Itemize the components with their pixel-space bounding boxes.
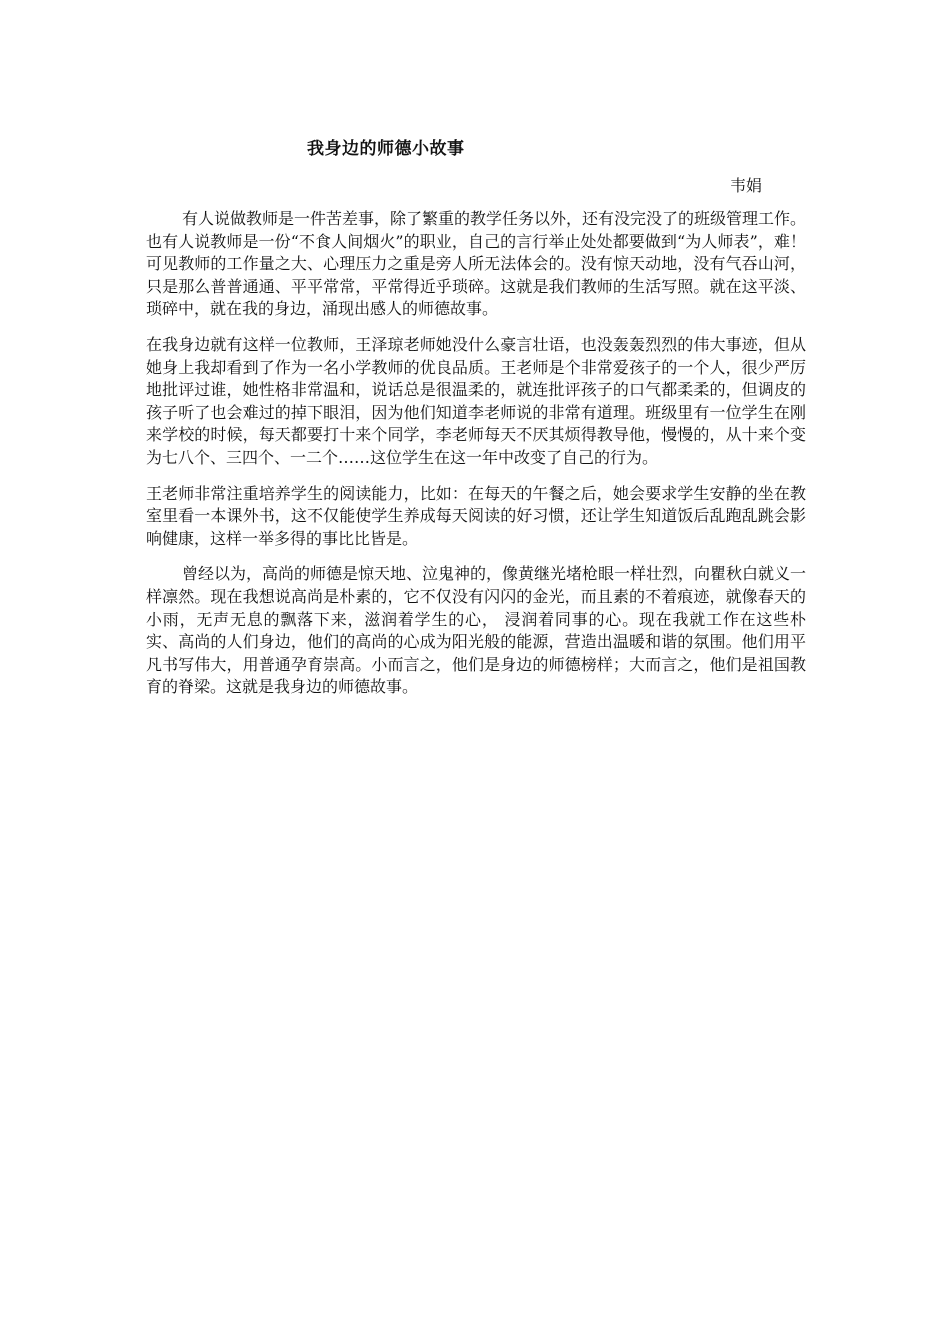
paragraph-intro: 有人说做教师是一件苦差事，除了繁重的教学任务以外，还有没完没了的班级管理工作。也有人说教师是一份“不食人间烟火”的职业，自己的言行举止处处都要做到“为人师表”，难！可见教师的工作量之大、心理压力之重是旁人所无法体会的。没有惊天动地，没有气吞山河，只是那么普普通通、平平常常，平常得近乎琐碎。这就是我们教师的生活写照。就在这平淡、琐碎中，就在我的身边，涌现出感人的师德故事。 xyxy=(146,209,807,319)
paragraph-reading: 王老师非常注重培养学生的阅读能力，比如：在每天的午餐之后，她会要求学生安静的坐在教室里看一本课外书，这不仅能使学生养成每天阅读的好习惯，还让学生知道饭后乱跑乱跳会影响健康，这样一举多得的事比比皆是。 xyxy=(146,483,806,548)
paragraph-teacher-story: 在我身边就有这样一位教师，王泽琼老师她没什么豪言壮语，也没轰轰烈烈的伟大事迹，但从她身上我却看到了作为一名小学教师的优良品质。王老师是个非常爱孩子的一个人，很少严厉地批评过谁，她性格非常温和，说话总是很温柔的，就连批评孩子的口气都柔柔的，但调皮的孩子听了也会难过的掉下眼泪，因为他们知道李老师说的非常有道理。班级里有一位学生在刚来学校的时候，每天都要打十来个同学，李老师每天不厌其烦得教导他，慢慢的，从十来个变为七八个、三四个、一二个……这位学生在这一年中改变了自己的行为。 xyxy=(146,334,806,467)
author-name: 韦娟 xyxy=(730,176,763,195)
document-body xyxy=(146,208,806,712)
document-title: 我身边的师德小故事 xyxy=(307,139,465,159)
paragraph-conclusion: 曾经以为，高尚的师德是惊天地、泣鬼神的，像黄继光堵枪眼一样壮烈，向瞿秋白就义一样凛然。现在我想说高尚是朴素的，它不仅没有闪闪的金光，而且素的不着痕迹，就像春天的小雨，无声无息的飘落下来，滋润着学生的心， 浸润着同事的心。现在我就工作在这些朴实、高尚的人们身边，他们的高尚的心成为阳光般的能源，营造出温暖和谐的氛围。他们用平凡书写伟大，用普通孕育崇高。小而言之，他们是身边的师德榜样；大而言之，他们是祖国教育的脊梁。这就是我身边的师德故事。 xyxy=(146,564,807,697)
